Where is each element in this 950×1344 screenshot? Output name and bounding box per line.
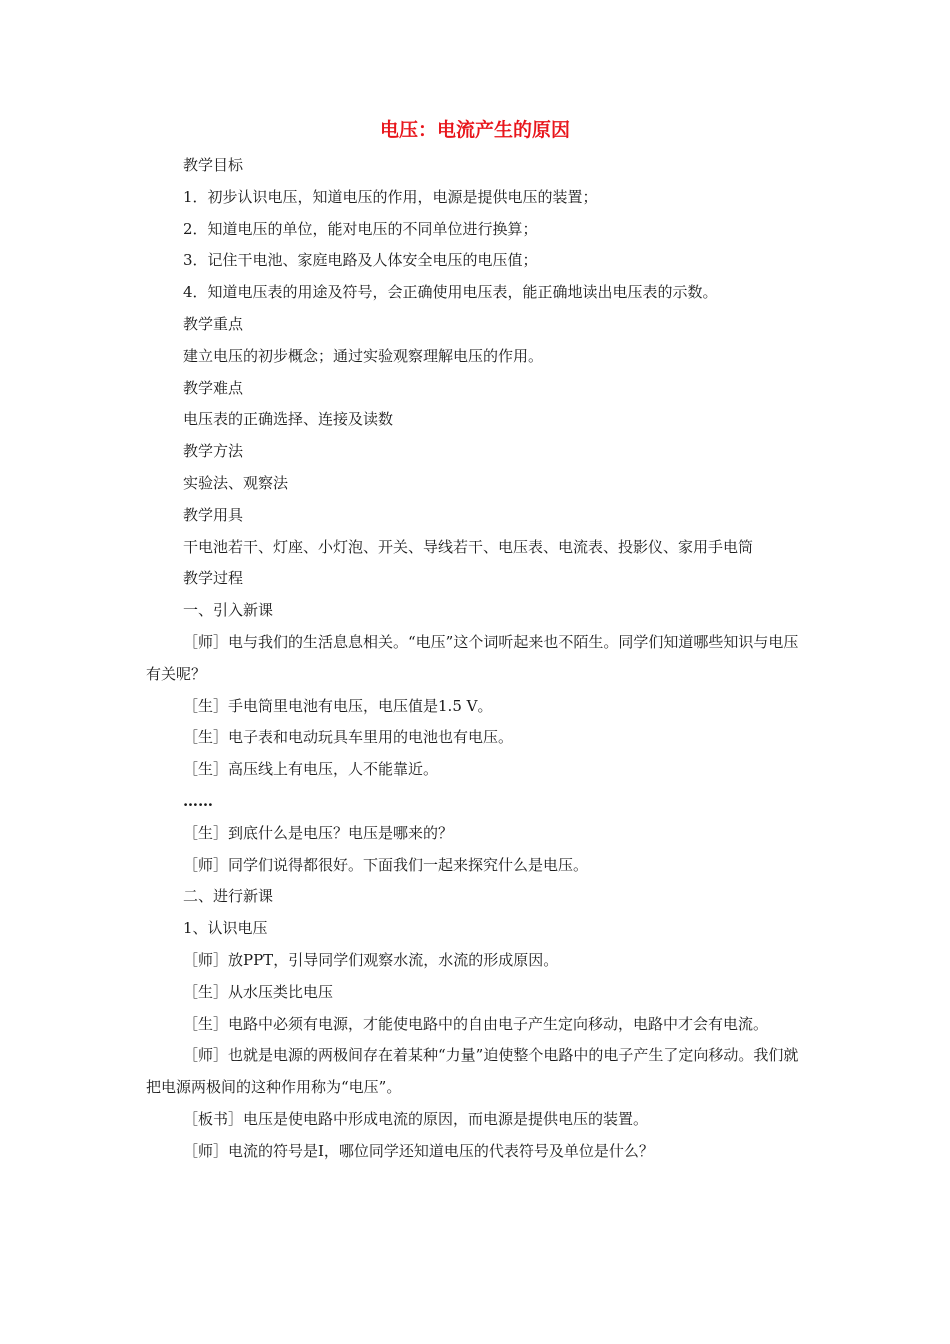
- dialogue-line: ［师］放PPT，引导同学们观察水流，水流的形成原因。: [183, 950, 559, 969]
- process-step-intro: 一、引入新课: [183, 601, 274, 620]
- tools-text: 干电池若干、灯座、小灯泡、开关、导线若干、电压表、电流表、投影仪、家用手电筒: [183, 537, 754, 556]
- methods-text: 实验法、观察法: [183, 473, 289, 492]
- section-heading-tools: 教学用具: [183, 505, 244, 524]
- objective-item-2: 2．知道电压的单位，能对电压的不同单位进行换算；: [183, 219, 538, 238]
- objective-item-3: 3．记住干电池、家庭电路及人体安全电压的电压值；: [183, 251, 538, 270]
- dialogue-line: ［师］电与我们的生活息息相关。“电压”这个词听起来也不陌生。同学们知道哪些知识与电压有关呢？: [146, 632, 799, 683]
- objective-item-4: 4．知道电压表的用途及符号，会正确使用电压表，能正确地读出电压表的示数。: [183, 283, 718, 302]
- document-body: [146, 150, 806, 1168]
- dialogue-line: ［师］也就是电源的两极间存在着某种“力量”迫使整个电路中的电子产生了定向移动。我们就把电源两极间的这种作用称为“电压”。: [146, 1046, 799, 1097]
- dialogue-line: ［生］电路中必须有电源，才能使电路中的自由电子产生定向移动，电路中才会有电流。: [183, 1014, 769, 1033]
- difficulties-text: 电压表的正确选择、连接及读数: [183, 410, 394, 429]
- objective-item-1: 1．初步认识电压，知道电压的作用，电源是提供电压的装置；: [183, 187, 598, 206]
- dialogue-line: ［生］手电筒里电池有电压，电压值是1.5 V。: [183, 696, 493, 715]
- dialogue-line: ［生］从水压类比电压: [183, 982, 334, 1001]
- section-heading-key-points: 教学重点: [183, 314, 244, 333]
- section-heading-difficulties: 教学难点: [183, 378, 244, 397]
- dialogue-line: ［生］电子表和电动玩具车里用的电池也有电压。: [183, 728, 514, 747]
- section-heading-process: 教学过程: [183, 569, 244, 588]
- subsection-heading: 1、认识电压: [183, 919, 268, 938]
- document-title: 电压：电流产生的原因: [379, 119, 570, 141]
- process-step-new-lesson: 二、进行新课: [183, 887, 274, 906]
- dialogue-line: ［师］电流的符号是I，哪位同学还知道电压的代表符号及单位是什么？: [183, 1141, 654, 1160]
- dialogue-line: ［生］高压线上有电压，人不能靠近。: [183, 760, 439, 779]
- blackboard-note: ［板书］电压是使电路中形成电流的原因，而电源是提供电压的装置。: [183, 1109, 649, 1128]
- key-points-text: 建立电压的初步概念；通过实验观察理解电压的作用。: [183, 346, 544, 365]
- ellipsis-line: ……: [183, 791, 213, 810]
- section-heading-methods: 教学方法: [183, 442, 244, 461]
- section-heading-objectives: 教学目标: [183, 156, 244, 174]
- dialogue-line: ［生］到底什么是电压？电压是哪来的？: [183, 823, 454, 842]
- dialogue-line: ［师］同学们说得都很好。下面我们一起来探究什么是电压。: [183, 855, 589, 874]
